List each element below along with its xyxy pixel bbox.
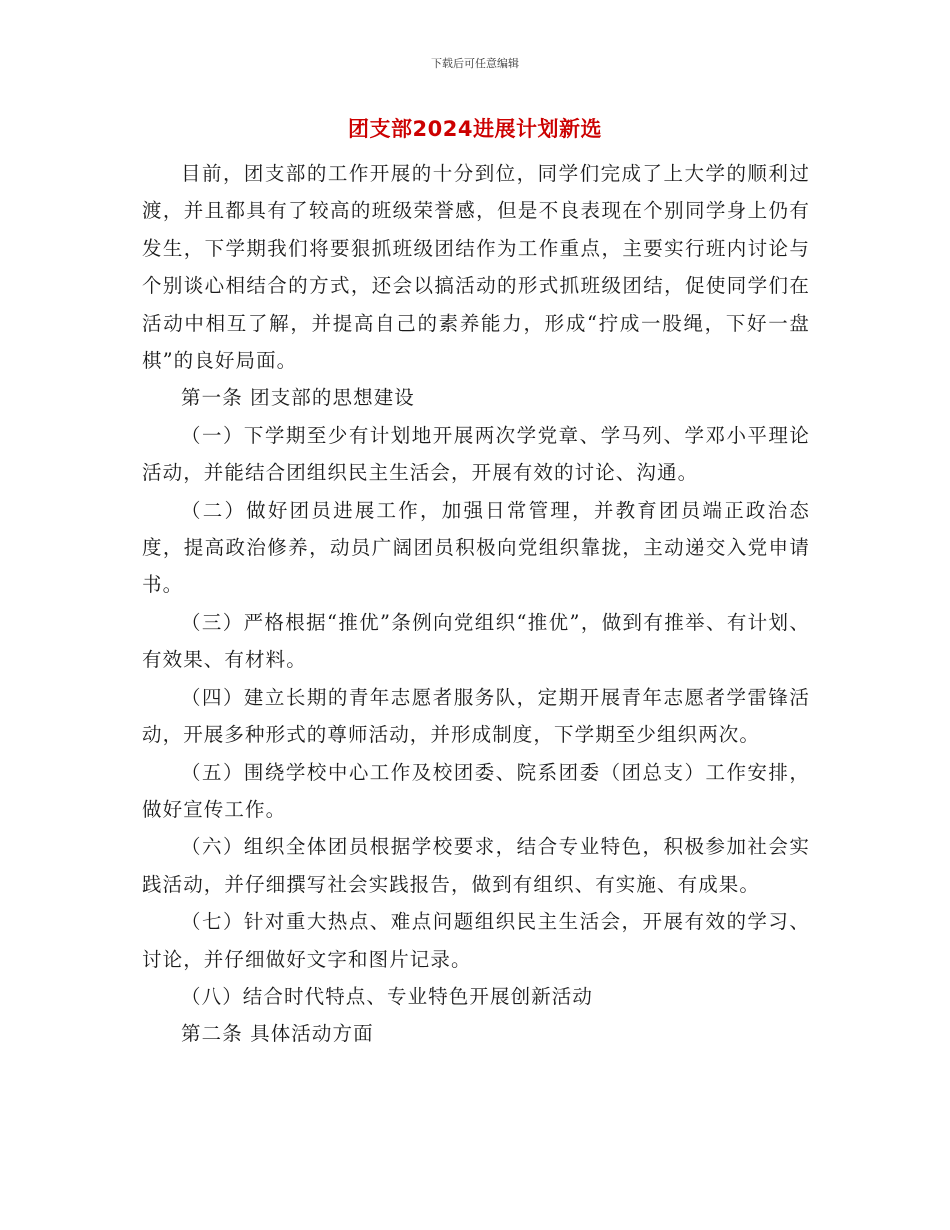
document-title: 团支部2024进展计划新选 (348, 117, 602, 141)
article-heading-2: 第二条 具体活动方面 (181, 1022, 374, 1046)
list-item: （一）下学期至少有计划地开展两次学党章、学马列、学邓小平理论活动，并能结合团组织民主生活会，开展有效的讨论、沟通。 (142, 423, 810, 485)
intro-paragraph: 目前，团支部的工作开展的十分到位，同学们完成了上大学的顺利过渡，并且都具有了较高的班级荣誉感，但是不良表现在个别同学身上仍有发生，下学期我们将要狠抓班级团结作为工作重点，主要实行班内讨论与个别谈心相结合的方式，还会以搞活动的形式抓班级团结，促使同学们在活动中相互了解，并提高自己的素养能力，形成“拧成一股绳，下好一盘棋”的良好局面。 (142, 162, 810, 373)
list-item: （三）严格根据“推优”条例向党组织“推优”，做到有推举、有计划、有效果、有材料。 (142, 610, 810, 672)
list-item: （二）做好团员进展工作，加强日常管理，并教育团员端正政治态度，提高政治修养，动员广阔团员积极向党组织靠拢，主动递交入党申请书。 (142, 498, 810, 597)
header-note: 下载后可任意编辑 (431, 57, 519, 70)
document-body (142, 155, 810, 1053)
list-item: （五）围绕学校中心工作及校团委、院系团委（团总支）工作安排，做好宣传工作。 (142, 760, 810, 821)
list-item: （六）组织全体团员根据学校要求，结合专业特色，积极参加社会实践活动，并仔细撰写社会实践报告，做到有组织、有实施、有成果。 (142, 835, 810, 896)
list-item: （八）结合时代特点、专业特色开展创新活动 (181, 984, 594, 1008)
list-item: （四）建立长期的青年志愿者服务队，定期开展青年志愿者学雷锋活动，开展多种形式的尊师活动，并形成制度，下学期至少组织两次。 (142, 685, 810, 747)
article-heading-1: 第一条 团支部的思想建设 (181, 386, 415, 410)
list-item: （七）针对重大热点、难点问题组织民主生活会，开展有效的学习、讨论，并仔细做好文字和图片记录。 (142, 910, 810, 971)
